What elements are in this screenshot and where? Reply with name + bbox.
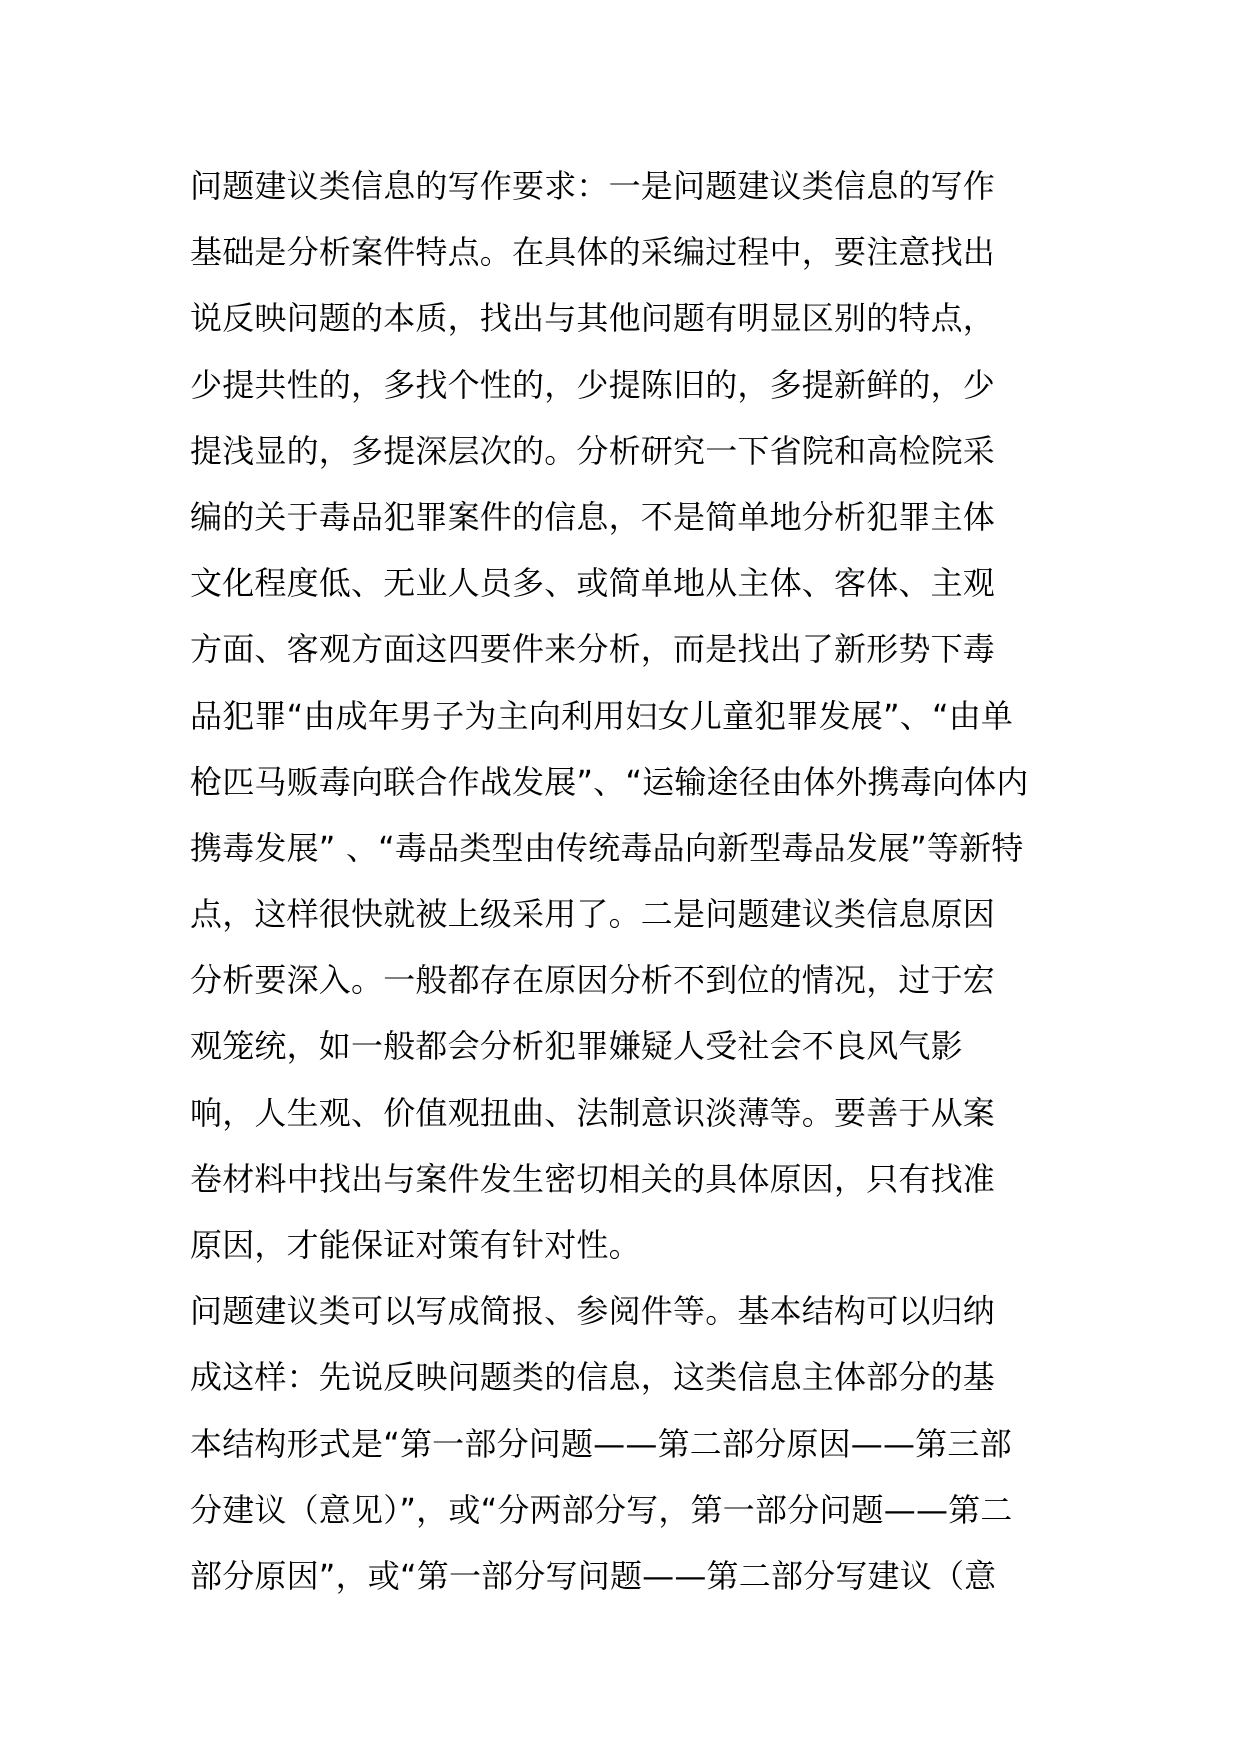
text-line: 枪匹马贩毒向联合作战发展”、“运输途径由体外携毒向体内 xyxy=(190,762,1029,801)
text-line: 观笼统，如一般都会分析犯罪嫌疑人受社会不良风气影 xyxy=(190,1027,963,1066)
text-line: 编的关于毒品犯罪案件的信息，不是简单地分析犯罪主体 xyxy=(190,497,996,536)
text-line: 说反映问题的本质，找出与其他问题有明显区别的特点， xyxy=(190,299,996,338)
body-text xyxy=(190,153,1070,1609)
text-line: 响，人生观、价值观扭曲、法制意识淡薄等。要善于从案 xyxy=(190,1093,996,1132)
text-line: 基础是分析案件特点。在具体的采编过程中，要注意找出 xyxy=(190,233,996,272)
text-line: 提浅显的，多提深层次的。分析研究一下省院和高检院采 xyxy=(190,431,996,470)
text-line: 本结构形式是“第一部分问题——第二部分原因——第三部 xyxy=(190,1424,1012,1463)
text-line: 携毒发展” 、“毒品类型由传统毒品向新型毒品发展”等新特 xyxy=(190,828,1024,867)
text-line: 原因，才能保证对策有针对性。 xyxy=(190,1226,641,1264)
text-line: 品犯罪“由成年男子为主向利用妇女儿童犯罪发展”、“由单 xyxy=(190,696,1014,735)
text-line: 文化程度低、无业人员多、或简单地从主体、客体、主观 xyxy=(190,564,996,603)
text-line: 少提共性的，多找个性的，少提陈旧的，多提新鲜的，少 xyxy=(190,365,996,404)
text-line: 问题建议类可以写成简报、参阅件等。基本结构可以归纳 xyxy=(190,1292,996,1331)
text-line: 点，这样很快就被上级采用了。二是问题建议类信息原因 xyxy=(190,895,996,934)
text-line: 方面、客观方面这四要件来分析，而是找出了新形势下毒 xyxy=(190,630,996,669)
text-line: 部分原因”，或“第一部分写问题——第二部分写建议（意 xyxy=(190,1556,997,1595)
text-line: 问题建议类信息的写作要求：一是问题建议类信息的写作 xyxy=(190,167,996,205)
text-line: 卷材料中找出与案件发生密切相关的具体原因，只有找准 xyxy=(190,1159,996,1198)
text-line: 分析要深入。一般都存在原因分析不到位的情况，过于宏 xyxy=(190,961,996,1000)
text-line: 成这样：先说反映问题类的信息，这类信息主体部分的基 xyxy=(190,1358,996,1397)
text-line: 分建议（意见）”，或“分两部分写，第一部分问题——第二 xyxy=(190,1490,1013,1529)
